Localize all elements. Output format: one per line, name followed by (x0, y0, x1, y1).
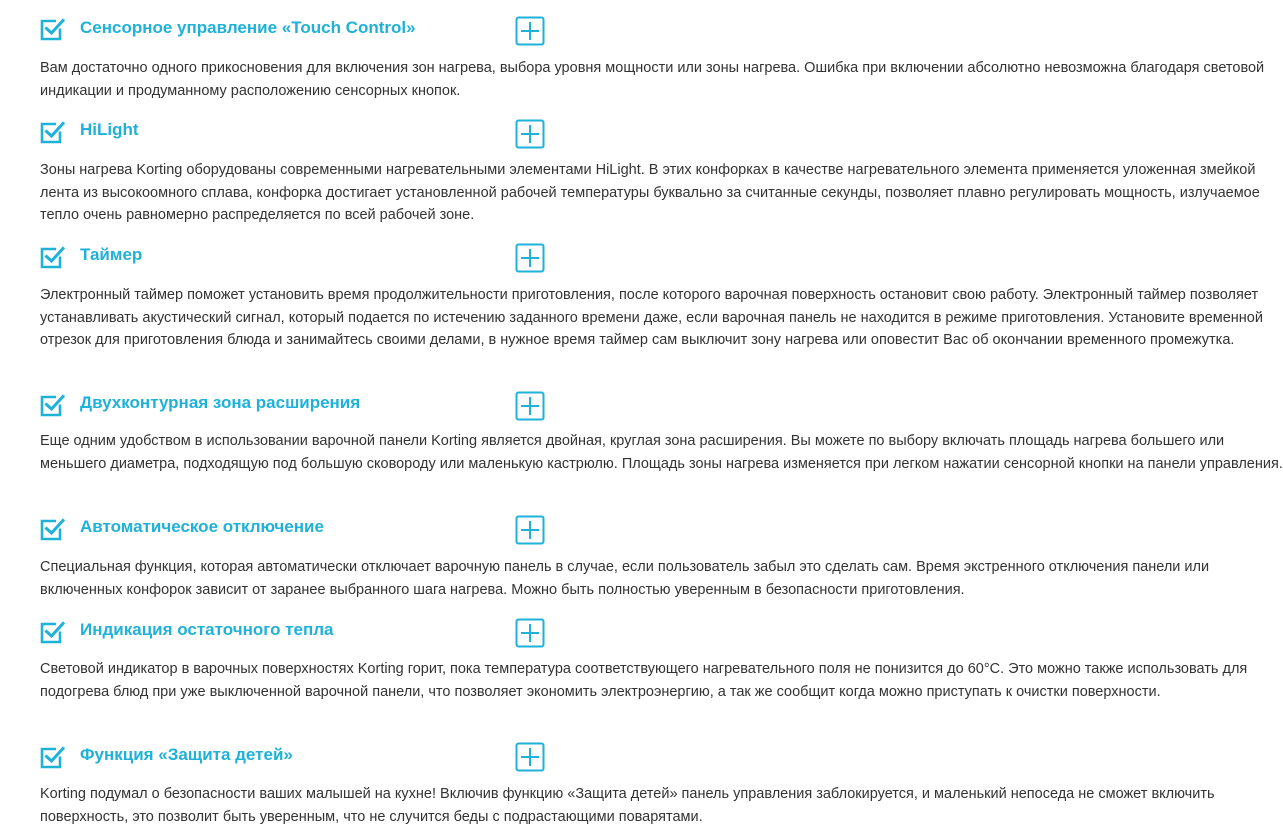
checkbox-checked-icon (39, 244, 65, 270)
plus-square-icon (515, 742, 545, 772)
feature-description: Специальная функция, которая автоматически отключает варочную панель в случае, если пользователь забыл это сделать сам. Время экстренного отключения панели или включенных конфорок зависит от заранее выбранного шага нагрева. Можно быть полностью уверенным в безопасности приготовления. (40, 559, 1210, 598)
feature-description: Световой индикатор в варочных поверхностях Korting горит, пока температура соответствующего нагревательного поля не понизится до 60°C. Это можно также использовать для подогрева блюд при уже выключенной варочной панели, что позволяет экономить электроэнергию, а так же сообщит когда можно приступать к очистки поверхности. (40, 661, 1248, 700)
feature-title: Таймер (80, 245, 143, 264)
feature-title: Индикация остаточного тепла (80, 620, 334, 639)
expand-button[interactable] (515, 119, 545, 149)
checkbox-checked-icon (39, 119, 65, 145)
plus-square-icon (515, 618, 545, 648)
feature-title: Сенсорное управление «Touch Control» (80, 18, 416, 37)
checkbox-checked-icon (39, 392, 65, 418)
expand-button[interactable] (515, 243, 545, 273)
feature-title: Двухконтурная зона расширения (80, 393, 361, 412)
feature-description: Зоны нагрева Korting оборудованы современными нагревательными элементами HiLight. В этих конфорках в качестве нагревательного элемента применяется уложенная змейкой лента из высокоомного сплава, конфорка достигает установленной рабочей температуры буквально за считанные секунды, позволяет плавно регулировать мощность, излучаемое тепло очень равномерно распределяется по всей рабочей зоне. (40, 162, 1260, 223)
plus-square-icon (515, 119, 545, 149)
feature-description: Электронный таймер поможет установить время продолжительности приготовления, после которого варочная поверхность остановит свою работу. Электронный таймер позволяет устанавливать акустический сигнал, который подается по истечению заданного времени даже, если варочная панель не находится в режиме приготовления. Установите временной отрезок для приготовления блюда и занимайтесь своими делами, в нужное время таймер сам выключит зону нагрева или оповестит Вас об окончании временного промежутка. (40, 287, 1263, 348)
plus-square-icon (515, 515, 545, 545)
feature-description: Еще одним удобством в использовании варочной панели Korting является двойная, круглая зона расширения. Вы можете по выбору включать площадь нагрева большего или меньшего диаметра, подходящую под большую сковороду или маленькую кастрюлю. Площадь зоны нагрева изменяется при легком нажатии сенсорной кнопки на панели управления. (40, 433, 1283, 472)
checkbox-checked-icon (39, 744, 65, 770)
feature-description: Вам достаточно одного прикосновения для включения зон нагрева, выбора уровня мощности или зоны нагрева. Ошибка при включении абсолютно невозможна благодаря световой индикации и продуманному расположению сенсорных кнопок. (40, 60, 1265, 99)
checkbox-checked-icon (39, 516, 65, 542)
plus-square-icon (515, 243, 545, 273)
expand-button[interactable] (515, 16, 545, 46)
feature-title: HiLight (80, 120, 139, 139)
checkbox-checked-icon (39, 16, 65, 42)
expand-button[interactable] (515, 618, 545, 648)
expand-button[interactable] (515, 515, 545, 545)
expand-button[interactable] (515, 742, 545, 772)
expand-button[interactable] (515, 391, 545, 421)
feature-title: Функция «Защита детей» (80, 745, 293, 764)
checkbox-checked-icon (39, 619, 65, 645)
plus-square-icon (515, 16, 545, 46)
feature-description: Korting подумал о безопасности ваших малышей на кухне! Включив функцию «Защита детей» панель управления заблокируется, и маленький непоседа не сможет включить поверхность, это позволит быть уверенным, что не случится беды с подрастающими поварятами. (40, 786, 1215, 825)
feature-title: Автоматическое отключение (80, 517, 324, 536)
plus-square-icon (515, 391, 545, 421)
